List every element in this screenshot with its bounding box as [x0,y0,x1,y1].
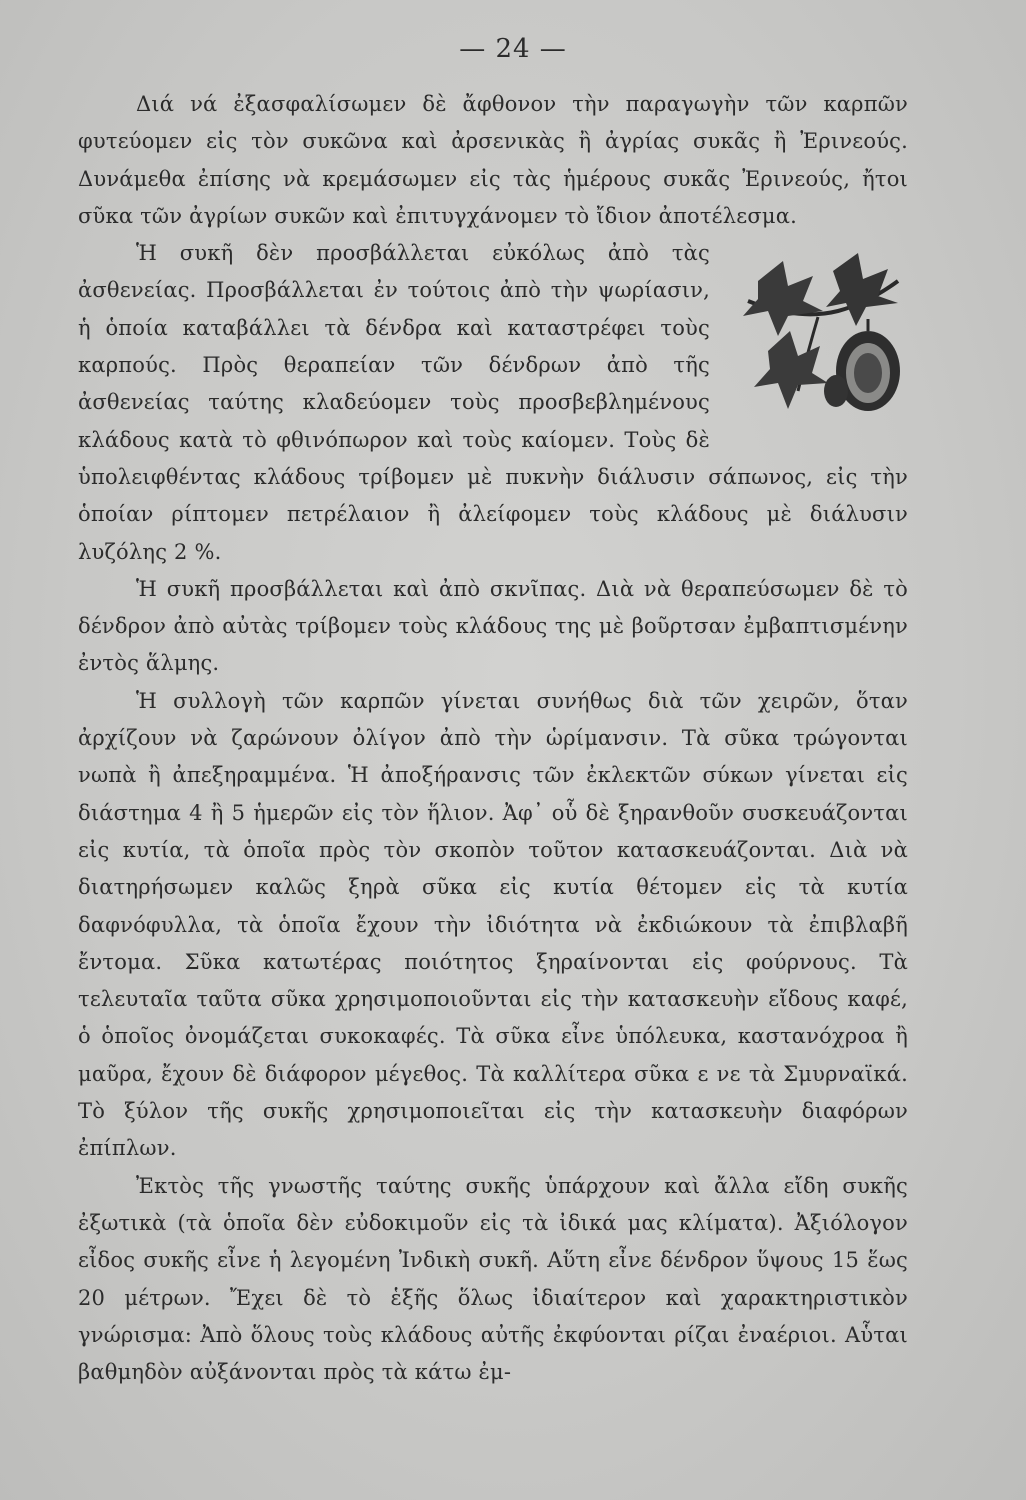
paragraph-3: Ἡ συκῆ προσβάλλεται καὶ ἀπὸ σκνῖπας. Διὰ νὰ θεραπεύσωμεν δὲ τὸ δένδρον ἀπὸ αὐτὰς τρίβομεν τοὺς κλάδους της μὲ βοῦρτσαν ἐμβαπτισμένην ἐντὸς ἅλμης. [78,576,908,676]
paragraph-1: Διά νά ἐξασφαλίσωμεν δὲ ἄφθονον τὴν παραγωγὴν τῶν καρπῶν φυτεύομεν εἰς τὸν συκῶνα καὶ ἀρσενικὰς ἢ ἀγρίας συκᾶς ἢ Ἐρινεούς. Δυνάμεθα ἐπίσης νὰ κρεμάσωμεν εἰς τὰς ἡμέρους συκᾶς Ἐρινεούς, ἤτοι σῦκα τῶν ἀγρίων συκῶν καὶ ἐπιτυγχάνομεν τὸ ἴδιον ἀποτέλεσμα. [78,92,908,228]
body-text [78,86,908,1391]
fig-branch-illustration-icon [728,241,908,441]
page-number: — 24 — [459,34,567,64]
paragraph-5: Ἐκτὸς τῆς γνωστῆς ταύτης συκῆς ὑπάρχουν καὶ ἄλλα εἴδη συκῆς ἐξωτικὰ (τὰ ὁποῖα δὲν εὐδοκιμοῦν εἰς τὰ ἰδικά μας κλίματα). Ἀξιόλογον εἶδος συκῆς εἶνε ἡ λεγομένη Ἰνδικὴ συκῆ. Αὕτη εἶνε δένδρον ὕψους 15 ἕως 20 μέτρων. Ἔχει δὲ τὸ ἑξῆς ὅλως ἰδιαίτερον καὶ χαρακτηριστικὸν γνώρισμα: Ἀπὸ ὅλους τοὺς κλάδους αὐτῆς ἐκφύονται ρίζαι ἐναέριοι. Αὗται βαθμηδὸν αὐξάνονται πρὸς τὰ κάτω ἐμ- [78,1173,908,1385]
paragraph-2: Ἡ συκῆ δὲν προσβάλλεται εὐκόλως ἀπὸ τὰς ἀσθενείας. Προσβάλλεται ἐν τούτοις ἀπὸ τὴν ψωρίασιν, ἡ ὁποία καταβάλλει τὰ δένδρα καὶ καταστρέφει τοὺς καρπούς. Πρὸς θεραπείαν τῶν δένδρων ἀπὸ τῆς ἀσθενείας ταύτης κλαδεύομεν τοὺς προσβεβλημένους κλάδους κατὰ τὸ φθινόπωρον καὶ τοὺς καίομεν. Τοὺς δὲ ὑπολειφθέντας κλάδους τρίβομεν μὲ πυκνὴν διάλυσιν σάπωνος, εἰς τὴν ὁποίαν ρίπτομεν πετρέλαιον ἢ ἀλείφομεν τοὺς κλάδους μὲ διάλυσιν λυζόλης 2 %. [78,241,908,564]
paragraph-4: Ἡ συλλογὴ τῶν καρπῶν γίνεται συνήθως διὰ τῶν χειρῶν, ὅταν ἀρχίζουν νὰ ζαρώνουν ὀλίγον ἀπὸ τὴν ὡρίμανσιν. Τὰ σῦκα τρώγονται νωπὰ ἢ ἀπεξηραμμένα. Ἡ ἀποξήρανσις τῶν ἐκλεκτῶν σύκων γίνεται εἰς διάστημα 4 ἢ 5 ἡμερῶν εἰς τὸν ἥλιον. Ἀφ᾿ οὗ δὲ ξηρανθοῦν συσκευάζονται εἰς κυτία, τὰ ὁποῖα πρὸς τὸν σκοπὸν τοῦτον κατασκευάζονται. Διὰ νὰ διατηρήσωμεν καλῶς ξηρὰ σῦκα εἰς κυτία θέτομεν εἰς τὰ κυτία δαφνόφυλλα, τὰ ὁποῖα ἔχουν τὴν ἰδιότητα νὰ ἐκδιώκουν τὰ ἐπιβλαβῆ ἔντομα. Σῦκα κατωτέρας ποιότητος ξηραίνονται εἰς φούρνους. Τὰ τελευταῖα ταῦτα σῦκα χρησιμοποιοῦνται εἰς τὴν κατασκευὴν εἴδους καφέ, ὁ ὁποῖος ὀνομάζεται συκοκαφές. Τὰ σῦκα εἶνε ὑπόλευκα, καστανόχροα ἢ μαῦρα, ἔχουν δὲ διάφορον μέγεθος. Τὰ καλλίτερα σῦκα ε νε τὰ Σμυρναϊκά. Τὸ ξύλον τῆς συκῆς χρησιμοποιεῖται εἰς τὴν κατασκευὴν διαφόρων ἐπίπλων. [78,688,908,1161]
